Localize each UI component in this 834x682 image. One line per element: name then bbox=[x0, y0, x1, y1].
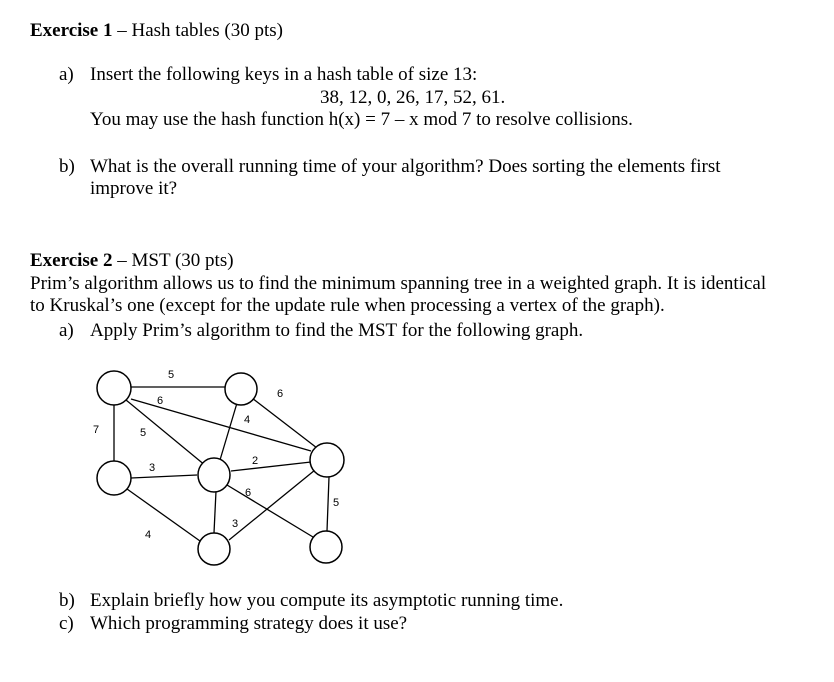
ex2-a-label: a) bbox=[59, 320, 74, 341]
vertex-5 bbox=[310, 443, 344, 477]
weight-label: 3 bbox=[232, 518, 239, 530]
ex2-c-label: c) bbox=[59, 613, 74, 634]
ex2-intro-line1: Prim’s algorithm allows us to find the minimum spanning tree in a weighted graph. It is identical bbox=[30, 273, 767, 294]
ex2-b-label: b) bbox=[59, 590, 75, 611]
vertex-4 bbox=[198, 458, 230, 492]
ex2-a-text: Apply Prim’s algorithm to find the MST for the following graph. bbox=[90, 320, 584, 341]
weight-label: 5 bbox=[168, 369, 175, 381]
vertex-2 bbox=[225, 373, 257, 405]
edge-v5-v7 bbox=[327, 477, 329, 531]
edge-v4-v7 bbox=[227, 485, 313, 537]
vertex-7 bbox=[310, 531, 342, 563]
exercise-1-subtitle: – Hash tables (30 pts) bbox=[112, 20, 283, 41]
weight-label: 6 bbox=[245, 487, 252, 499]
weight-label: 6 bbox=[277, 388, 284, 400]
vertex-3 bbox=[97, 461, 131, 495]
edge-v1-v4 bbox=[126, 400, 206, 466]
edge-v4-v5 bbox=[231, 462, 311, 471]
edge-v2-v4 bbox=[220, 403, 237, 460]
ex1-a-line3: You may use the hash function h(x) = 7 – x mod 7 to resolve collisions. bbox=[90, 109, 633, 130]
ex2-c-text: Which programming strategy does it use? bbox=[90, 613, 408, 634]
weight-label: 2 bbox=[252, 455, 259, 467]
weight-label: 4 bbox=[145, 529, 152, 541]
ex1-b-line2: improve it? bbox=[90, 178, 178, 199]
exercise-2-label: Exercise 2 bbox=[30, 250, 113, 271]
weight-label: 3 bbox=[149, 462, 156, 474]
ex2-b-text: Explain briefly how you compute its asymptotic running time. bbox=[90, 590, 564, 611]
ex1-b-label: b) bbox=[59, 156, 75, 177]
edge-v5-v6 bbox=[229, 470, 315, 540]
weight-label: 5 bbox=[333, 497, 340, 509]
ex1-b-line1: What is the overall running time of your algorithm? Does sorting the elements first bbox=[90, 156, 721, 177]
ex1-a-label: a) bbox=[59, 64, 74, 85]
edge-v2-v5 bbox=[252, 398, 317, 448]
ex1-a-keys: 38, 12, 0, 26, 17, 52, 61. bbox=[320, 87, 506, 108]
weight-label: 5 bbox=[140, 427, 147, 439]
ex1-a-line1: Insert the following keys in a hash table of size 13: bbox=[90, 64, 478, 85]
weight-label: 7 bbox=[93, 424, 100, 436]
exercise-1-label: Exercise 1 bbox=[30, 20, 113, 41]
weight-label: 4 bbox=[244, 414, 251, 426]
edge-v4-v6 bbox=[214, 491, 216, 533]
exercise-2-subtitle: – MST (30 pts) bbox=[112, 250, 234, 271]
ex2-intro-line2: to Kruskal’s one (except for the update rule when processing a vertex of the graph). bbox=[30, 295, 665, 316]
weight-label: 6 bbox=[157, 395, 164, 407]
vertex-1 bbox=[97, 371, 131, 405]
edge-v3-v6 bbox=[127, 489, 200, 541]
vertex-6 bbox=[198, 533, 230, 565]
edge-v3-v4 bbox=[131, 475, 197, 478]
